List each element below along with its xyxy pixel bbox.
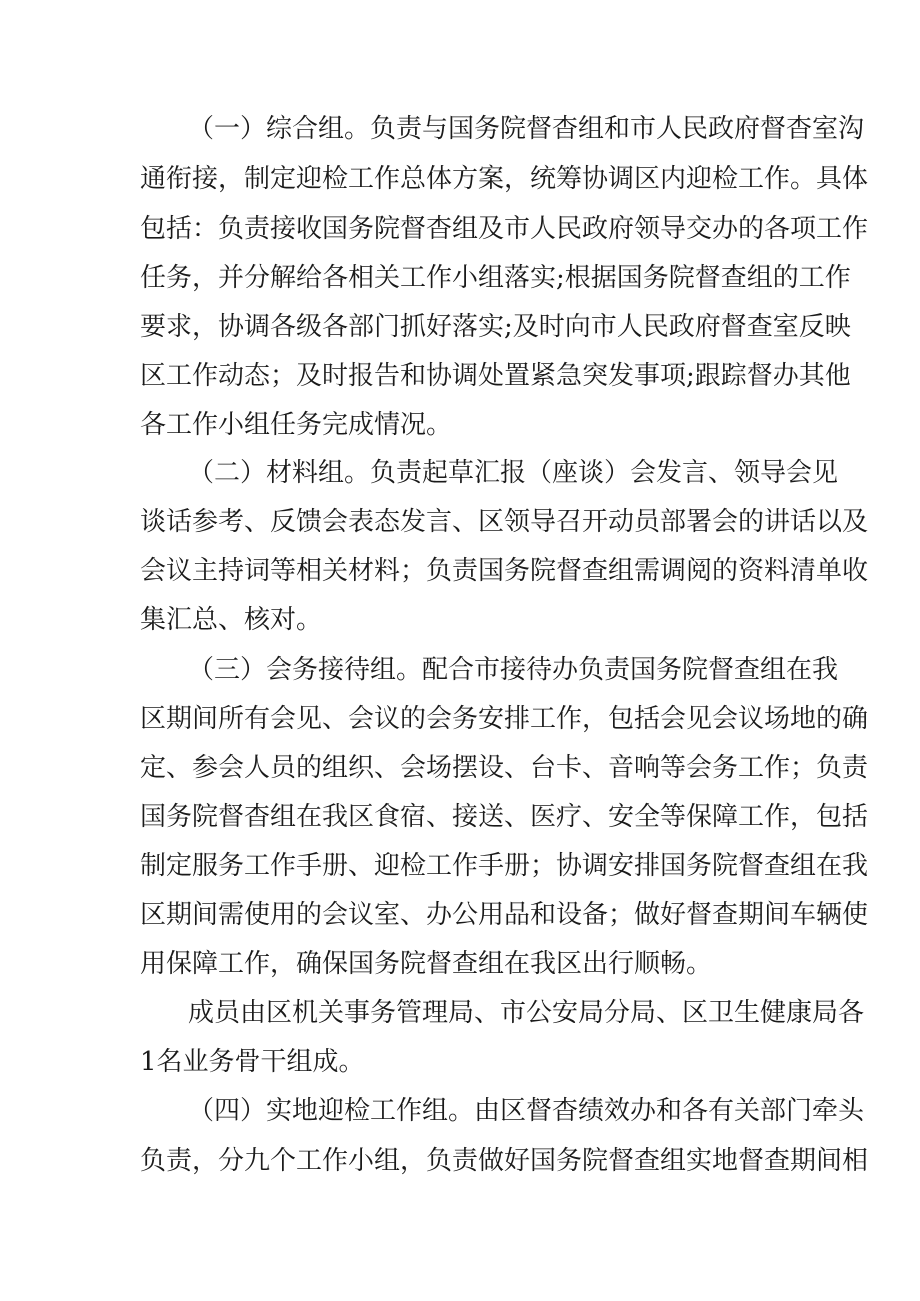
paragraph-line: 区期间需使用的会议室、办公用品和设备；做好督查期间车辆使 [140,900,869,930]
paragraph-line: 通衔接，制定迎检工作总体方案，统筹协调区内迎检工作。具体 [140,164,869,194]
paragraph-line: （四）实地迎检工作组。由区督杳绩效办和各有关部门牵头 [188,1096,865,1126]
paragraph-line: 1名业务骨干组成。 [140,1047,365,1077]
paragraph-line: 会议主持词等相关材料；负责国务院督查组需调阅的资料清单收 [140,556,869,586]
paragraph-line: 区期间所有会见、会议的会务安排工作，包括会见会议场地的确 [140,704,869,734]
paragraph-line: 任务，并分解给各相关工作小组落实;根据国务院督查组的工作 [140,263,851,293]
paragraph-line: （一）综合组。负责与国务院督杳组和市人民政府督杳室沟 [188,114,865,144]
paragraph-line: 包括：负责接收国务院督杳组及市人民政府领导交办的各项工作 [140,214,869,244]
paragraph-line: 成员由区机关事务管理局、市公安局分局、区卫生健康局各 [188,998,865,1028]
paragraph-line: 各工作小组任务完成情况。 [140,410,453,440]
paragraph-line: 区工作动态；及时报告和协调处置紧急突发事项;跟踪督办其他 [140,361,851,391]
paragraph-line: （三）会务接待组。配合市接待办负责国务院督查组在我 [188,655,839,685]
paragraph-line: 负责，分九个工作小组，负责做好国务院督查组实地督查期间相 [140,1146,869,1176]
paragraph-line: 国务院督杳组在我区食宿、接送、医疗、安全等保障工作，包括 [140,802,869,832]
paragraph-line: 要求，协调各级各部门抓好落实;及时向市人民政府督查室反映 [140,312,851,342]
paragraph-line: 谈话参考、反馈会表态发言、区领导召开动员部署会的讲话以及 [140,507,869,537]
paragraph-line: 用保障工作，确保国务院督查组在我区出行顺畅。 [140,949,713,979]
paragraph-line: （二）材料组。负责起草汇报（座谈）会发言、领导会见 [188,458,839,488]
paragraph-line: 定、参会人员的组织、会场摆设、台卡、音响等会务工作；负责 [140,753,869,783]
paragraph-line: 集汇总、核对。 [140,605,323,635]
paragraph-line: 制定服务工作手册、迎检工作手册；协调安排国务院督查组在我 [140,851,869,881]
